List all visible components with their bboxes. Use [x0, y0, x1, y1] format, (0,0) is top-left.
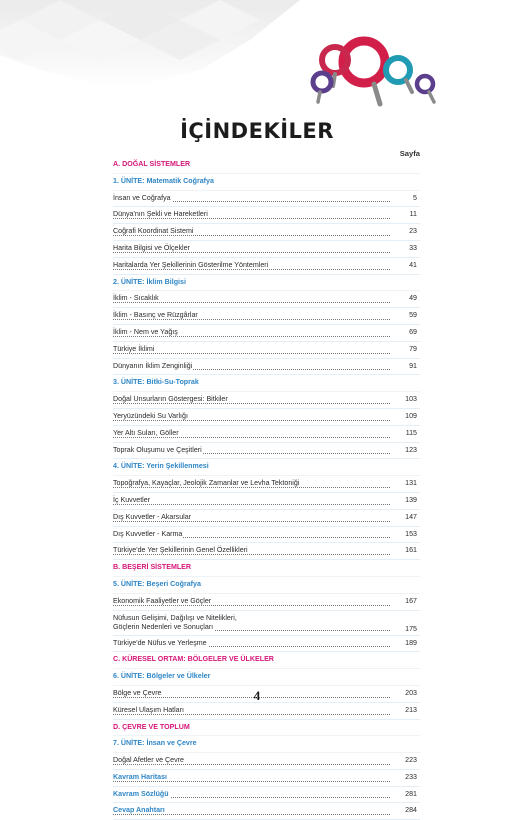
toc-entry [113, 510, 420, 527]
toc-entry [113, 342, 420, 359]
entry-title-line2: Göçlerin Nedenleri ve Sonuçları [113, 623, 214, 632]
page-title: İÇİNDEKİLER [180, 119, 334, 143]
entry-title: Türkiye'de Yer Şekillerinin Genel Özellikleri [113, 546, 248, 555]
unit-title: 1. ÜNİTE: Matematik Coğrafya [113, 176, 214, 185]
entry-page-number: 49 [407, 291, 417, 307]
entry-title: Dünyanın İklim Zenginliği [113, 361, 193, 370]
toc-entry [113, 359, 420, 376]
entry-title: Kavram Sözlüğü [113, 789, 169, 798]
entry-title: Topoğrafya, Kayaçlar, Jeolojik Zamanlar ve Levha Tektoniği [113, 479, 300, 488]
toc-entry [113, 224, 420, 241]
header-decoration [0, 0, 514, 120]
entry-title: İklim - Sıcaklık [113, 294, 159, 303]
unit-title: 3. ÜNİTE: Bitki-Su-Toprak [113, 378, 199, 387]
entry-page-number: 147 [403, 510, 417, 526]
entry-page-number: 109 [403, 409, 417, 425]
entry-title: Dış Kuvvetler - Akarsular [113, 512, 192, 521]
toc-entry [113, 291, 420, 308]
toc-entry [113, 787, 420, 804]
unit-heading [113, 459, 420, 476]
toc-entry [113, 325, 420, 342]
toc-entry [113, 207, 420, 224]
table-of-contents [113, 157, 420, 820]
unit-title: 7. ÜNİTE: İnsan ve Çevre [113, 739, 197, 748]
toc-entry [113, 443, 420, 460]
toc-entry [113, 241, 420, 258]
toc-entry [113, 308, 420, 325]
unit-heading [113, 174, 420, 191]
entry-title: Kavram Haritası [113, 772, 168, 781]
entry-page-number: 223 [403, 753, 417, 769]
unit-heading [113, 375, 420, 392]
unit-heading [113, 275, 420, 292]
toc-entry [113, 636, 420, 653]
entry-title: Toprak Oluşumu ve Çeşitleri [113, 445, 202, 454]
toc-entry [113, 803, 420, 820]
entry-page-number: 161 [403, 543, 417, 559]
toc-entry [113, 392, 420, 409]
entry-page-number: 69 [407, 325, 417, 341]
section-heading [113, 720, 420, 737]
entry-page-number: 139 [403, 493, 417, 509]
entry-page-number: 79 [407, 342, 417, 358]
toc-entry [113, 543, 420, 560]
entry-page-number: 33 [407, 241, 417, 257]
toc-entry [113, 426, 420, 443]
unit-title: 2. ÜNİTE: İklim Bilgisi [113, 277, 186, 286]
dot-leader [113, 503, 390, 505]
entry-page-number: 5 [411, 191, 417, 207]
entry-title: İklim - Nem ve Yağış [113, 327, 178, 336]
entry-title: Haritalarda Yer Şekillerinin Gösterilme Yöntemleri [113, 260, 269, 269]
entry-page-number: 91 [407, 359, 417, 375]
section-title: A. DOĞAL SİSTEMLER [113, 160, 191, 168]
geometric-cube-pattern [0, 0, 300, 90]
entry-page-number: 23 [407, 224, 417, 240]
page-column-label: Sayfa [399, 149, 420, 158]
toc-entry [113, 611, 420, 636]
page-number: 4 [253, 688, 261, 703]
entry-page-number: 233 [403, 770, 417, 786]
entry-page-number: 213 [403, 703, 417, 719]
section-heading [113, 560, 420, 577]
section-title: B. BEŞERİ SİSTEMLER [113, 563, 192, 572]
entry-title: Doğal Afetler ve Çevre [113, 756, 184, 765]
entry-page-number: 189 [403, 636, 417, 652]
entry-title: Yer Altı Suları, Göller [113, 428, 179, 437]
toc-entry [113, 703, 420, 720]
entry-page-number: 103 [403, 392, 417, 408]
entry-title: Küresel Ulaşım Hatları [113, 705, 184, 714]
unit-title: 5. ÜNİTE: Beşeri Coğrafya [113, 579, 201, 588]
section-heading [113, 652, 420, 669]
section-heading [113, 157, 420, 174]
entry-title: Bölge ve Çevre [113, 688, 162, 697]
entry-title: Türkiye İklimi [113, 344, 155, 353]
entry-title: Türkiye'de Nüfus ve Yerleşme [113, 638, 207, 647]
entry-title: Harita Bilgisi ve Ölçekler [113, 243, 190, 252]
entry-title: Dış Kuvvetler - Karma [113, 529, 183, 538]
unit-title: 6. ÜNİTE: Bölgeler ve Ülkeler [113, 672, 211, 681]
unit-title: 4. ÜNİTE: Yerin Şekillenmesi [113, 462, 209, 471]
entry-page-number: 115 [404, 426, 417, 442]
entry-title: Dünya'nın Şekli ve Hareketleri [113, 210, 208, 219]
entry-page-number: 59 [407, 308, 417, 324]
entry-page-number: 284 [403, 803, 417, 819]
entry-title: Coğrafi Koordinat Sistemi [113, 227, 194, 236]
unit-heading [113, 577, 420, 594]
toc-entry [113, 409, 420, 426]
entry-title: İç Kuvvetler [113, 495, 151, 504]
entry-title: Cevap Anahtarı [113, 806, 165, 815]
entry-page-number: 175 [405, 624, 417, 633]
section-title: D. ÇEVRE VE TOPLUM [113, 722, 190, 731]
toc-entry [113, 753, 420, 770]
entry-title: Yeryüzündeki Su Varlığı [113, 411, 188, 420]
toc-entry [113, 191, 420, 208]
toc-entry [113, 770, 420, 787]
toc-entry [113, 476, 420, 493]
entry-title: İnsan ve Coğrafya [113, 193, 171, 202]
toc-entry [113, 527, 420, 544]
entry-page-number: 11 [408, 207, 417, 223]
toc-entry [113, 258, 420, 275]
entry-page-number: 167 [403, 594, 417, 610]
entry-page-number: 131 [403, 476, 417, 492]
unit-heading [113, 669, 420, 686]
toc-entry [113, 594, 420, 611]
entry-page-number: 281 [403, 787, 417, 803]
entry-page-number: 153 [403, 527, 417, 543]
entry-page-number: 203 [403, 686, 417, 702]
magnifier-icons [313, 41, 434, 104]
entry-title: Nüfusun Gelişimi, Dağılışı ve Nitelikleri, [113, 613, 237, 622]
entry-page-number: 41 [407, 258, 417, 274]
entry-title: Doğal Unsurların Göstergesi: Bitkiler [113, 395, 228, 404]
entry-title: Ekonomik Faaliyetler ve Göçler [113, 596, 212, 605]
section-title: C. KÜRESEL ORTAM: BÖLGELER VE ÜLKELER [113, 655, 274, 664]
entry-page-number: 123 [403, 443, 417, 459]
entry-title: İklim - Basınç ve Rüzgârlar [113, 311, 198, 320]
toc-entry [113, 493, 420, 510]
